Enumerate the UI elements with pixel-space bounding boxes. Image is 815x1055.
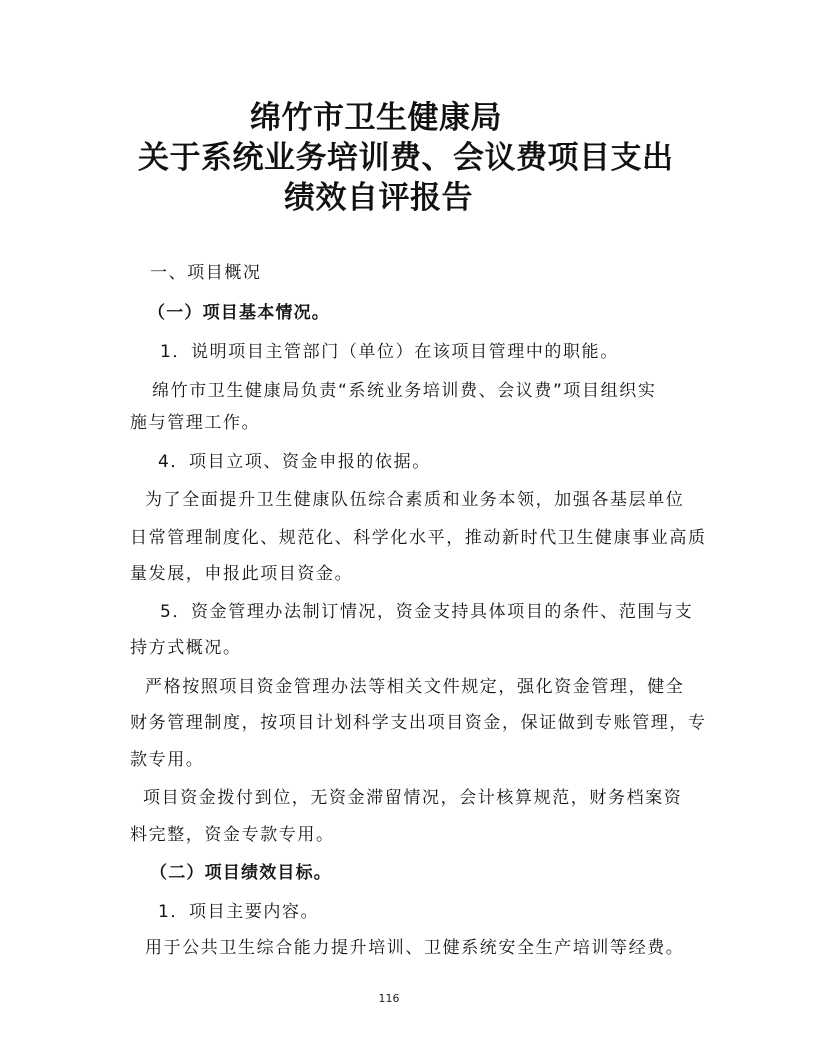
paragraph-line: 用于公共卫生综合能力提升培训、卫健系统安全生产培训等经费。: [145, 938, 685, 958]
paragraph-line: 财务管理制度，按项目计划科学支出项目资金，保证做到专账管理，专: [130, 713, 707, 733]
paragraph-line: 款专用。: [130, 750, 205, 770]
item-heading-1-main-content: 1．项目主要内容。: [158, 902, 320, 922]
page-number: 116: [378, 992, 400, 1005]
subsection-heading-performance-goals: （二）项目绩效目标。: [150, 863, 332, 883]
paragraph-line: 施与管理工作。: [130, 413, 261, 433]
paragraph-line: 严格按照项目资金管理办法等相关文件规定，强化资金管理，健全: [145, 677, 685, 697]
title-line-3: 绩效自评报告: [284, 180, 473, 216]
item-heading-1: 1．说明项目主管部门（单位）在该项目管理中的职能。: [160, 342, 619, 362]
paragraph-line: 料完整，资金专款专用。: [130, 825, 335, 845]
item-heading-5: 5．资金管理办法制订情况，资金支持具体项目的条件、范围与支: [160, 602, 694, 622]
paragraph-line: 项目资金拨付到位，无资金滞留情况，会计核算规范，财务档案资: [143, 788, 683, 808]
item-heading-4: 4．项目立项、资金申报的依据。: [158, 452, 431, 472]
paragraph-line: 持方式概况。: [130, 638, 242, 658]
paragraph-line: 绵竹市卫生健康局负责“系统业务培训费、会议费”项目组织实: [152, 381, 657, 401]
paragraph-line: 日常管理制度化、规范化、科学化水平，推动新时代卫生健康事业高质: [130, 528, 707, 548]
section-heading-overview: 一、项目概况: [150, 263, 262, 283]
paragraph-line: 为了全面提升卫生健康队伍综合素质和业务本领，加强各基层单位: [145, 490, 685, 510]
title-line-1: 绵竹市卫生健康局: [250, 100, 502, 136]
title-line-2: 关于系统业务培训费、会议费项目支出: [138, 140, 674, 176]
paragraph-line: 量发展，申报此项目资金。: [130, 564, 354, 584]
subsection-heading-basic-info: （一）项目基本情况。: [148, 303, 330, 323]
